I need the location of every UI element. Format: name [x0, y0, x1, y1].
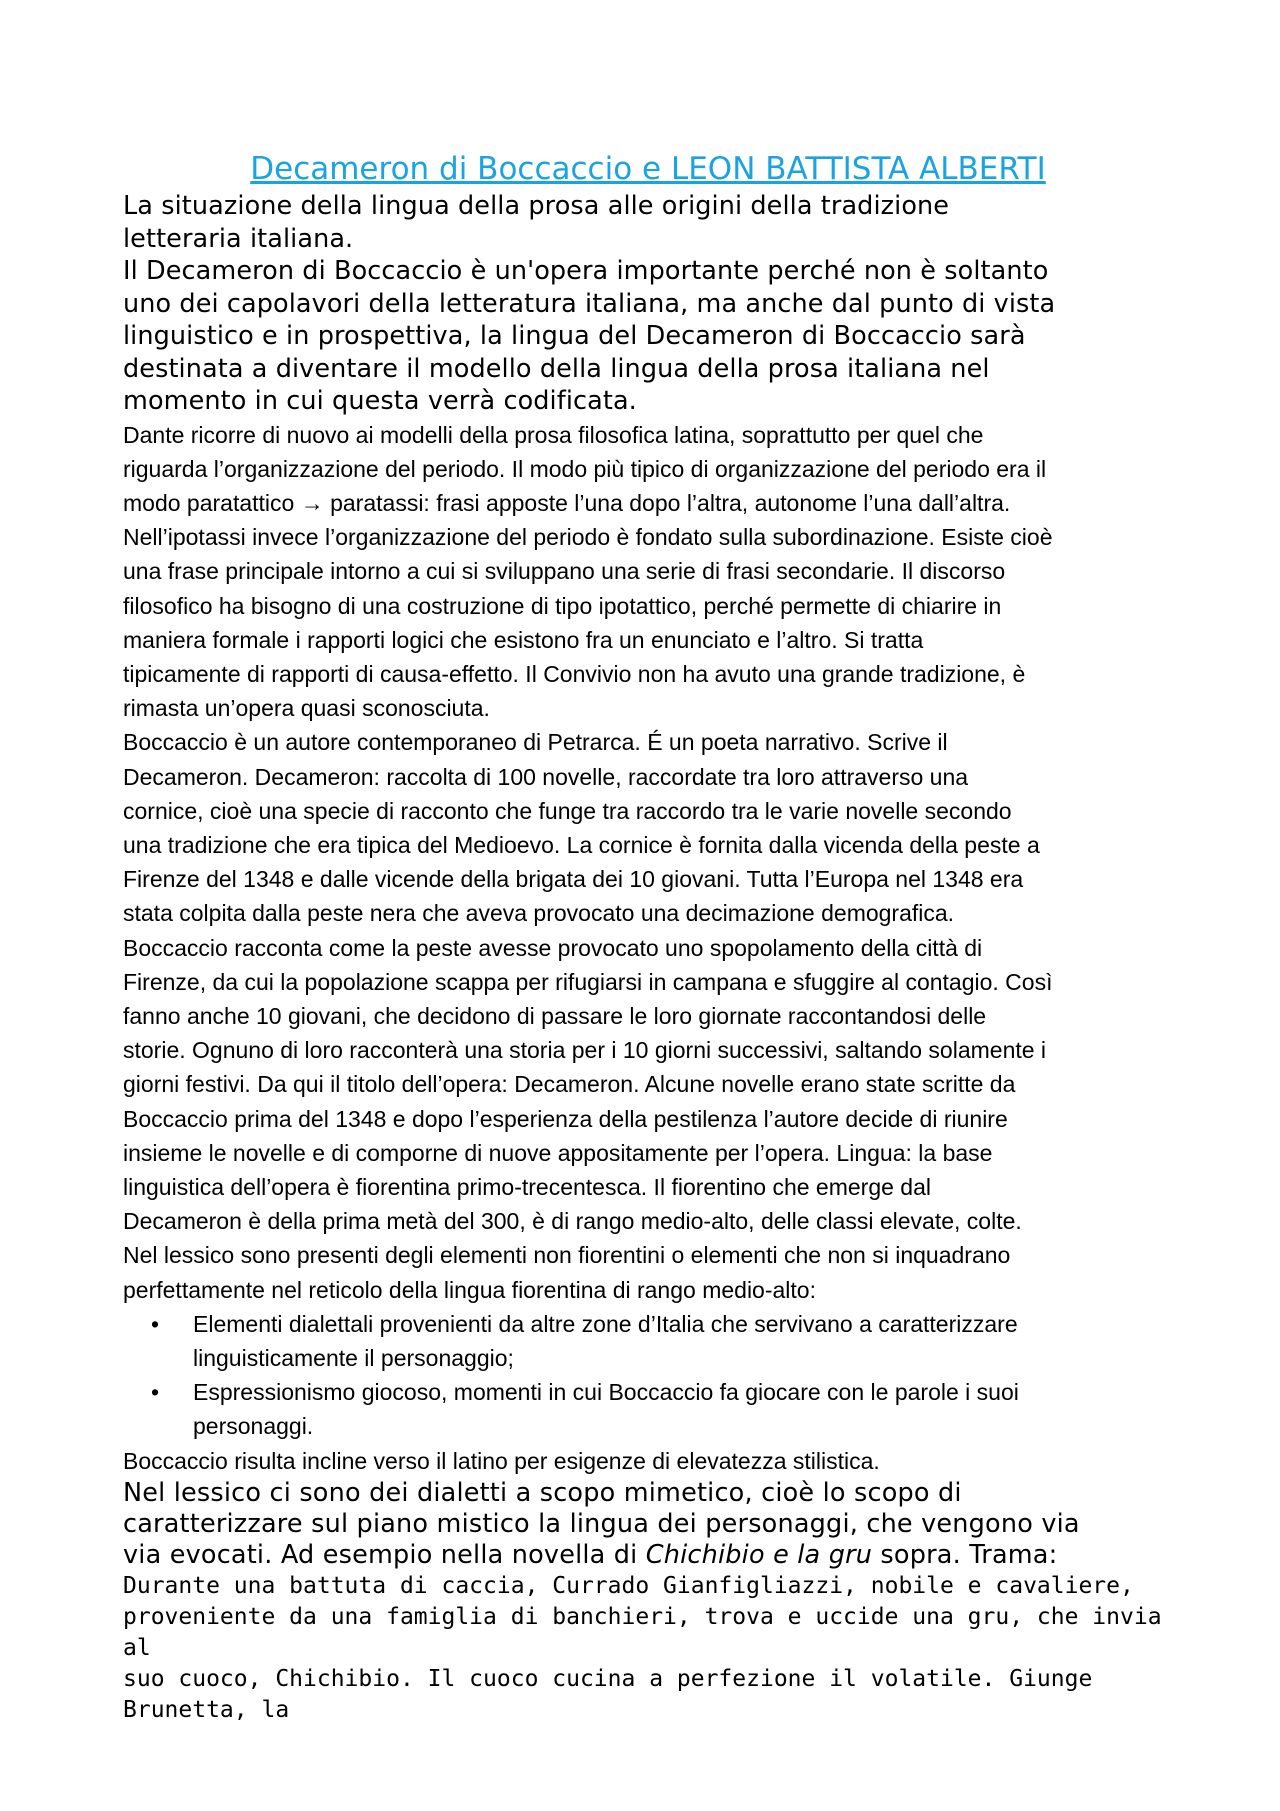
- bullet-list: [123, 1307, 1173, 1444]
- text-line: maniera formale i rapporti logici che esistono fra un enunciato e l’altro. Si tratta: [123, 626, 924, 653]
- text-line: Boccaccio è un autore contemporaneo di Petrarca. É un poeta narrativo. Scrive il: [123, 729, 948, 756]
- text-line: filosofico ha bisogno di una costruzione di tipo ipotattico, perché permette di chiarire in: [123, 592, 1002, 619]
- lessico-section: [123, 1478, 1173, 1571]
- text-line: Decameron. Decameron: raccolta di 100 novelle, raccordate tra loro attraverso una: [123, 763, 969, 790]
- document-title: Decameron di Boccaccio e LEON BATTISTA ALBERTI: [250, 151, 1046, 187]
- text-fragment: via evocati. Ad esempio nella novella di: [123, 1539, 646, 1570]
- bullet-icon: •: [151, 1310, 160, 1337]
- text-line: tipicamente di rapporti di causa-effetto. Il Convivio non ha avuto una grande tradizione, è: [123, 660, 1026, 687]
- text-line: una frase principale intorno a cui si sviluppano una serie di frasi secondarie. Il discorso: [123, 558, 1006, 585]
- bullet-line: Espressionismo giocoso, momenti in cui Boccaccio fa giocare con le parole i suoi: [193, 1379, 1019, 1406]
- text-line: rimasta un’opera quasi sconosciuta.: [123, 695, 490, 722]
- text-line: [123, 1540, 1173, 1571]
- trama-section: [123, 1571, 1173, 1726]
- intro-line: Il Decameron di Boccaccio è un'opera importante perché non è soltanto: [123, 256, 1049, 286]
- text-fragment: sopra. Trama:: [872, 1539, 1058, 1570]
- paragraph-boccaccio: [123, 725, 1173, 1306]
- intro-line: destinata a diventare il modello della lingua della prosa italiana nel: [123, 353, 990, 384]
- text-line: Firenze del 1348 e dalle vicende della brigata dei 10 giovani. Tutta l’Europa nel 1348 era: [123, 866, 1024, 893]
- text-line: caratterizzare sul piano mistico la lingua dei personaggi, che vengono via: [123, 1508, 1080, 1539]
- text-line: una tradizione che era tipica del Medioevo. La cornice è fornita dalla vicenda della peste a: [123, 831, 1040, 858]
- intro-line: uno dei capolavori della letteratura italiana, ma anche dal punto di vista: [123, 288, 1056, 319]
- text-line: Boccaccio racconta come la peste avesse provocato uno spopolamento della città di: [123, 934, 983, 961]
- text-line: Boccaccio prima del 1348 e dopo l’esperienza della pestilenza l’autore decide di riunire: [123, 1105, 1008, 1132]
- text-line: suo cuoco, Chichibio. Il cuoco cucina a perfezione il volatile. Giunge Brunetta, la: [123, 1665, 1093, 1723]
- novella-title: Chichibio e la gru: [645, 1539, 873, 1570]
- text-line: Nell’ipotassi invece l’organizzazione del periodo è fondato sulla subordinazione. Esiste cioè: [123, 524, 1053, 551]
- text-line: proveniente da una famiglia di banchieri, trova e uccide una gru, che invia al: [123, 1603, 1162, 1661]
- intro-line: momento in cui questa verrà codificata.: [123, 386, 637, 416]
- bullet-line: Elementi dialettali provenienti da altre zone d’Italia che servivano a caratterizzare: [193, 1310, 1018, 1337]
- latin-line: Boccaccio risulta incline verso il latino per esigenze di elevatezza stilistica.: [123, 1447, 880, 1474]
- intro-line: letteraria italiana.: [123, 223, 354, 254]
- text-line: giorni festivi. Da qui il titolo dell’opera: Decameron. Alcune novelle erano state scritte da: [123, 1071, 1016, 1098]
- text-line: riguarda l’organizzazione del periodo. Il modo più tipico di organizzazione del periodo era il: [123, 455, 1047, 482]
- text-line: insieme le novelle e di comporne di nuove appositamente per l’opera. Lingua: la base: [123, 1139, 993, 1166]
- text-line: Firenze, da cui la popolazione scappa per rifugiarsi in campana e sfuggire al contagio. Così: [123, 968, 1053, 995]
- text-line: stata colpita dalla peste nera che aveva provocato una decimazione demografica.: [123, 900, 955, 927]
- bullet-icon: •: [151, 1379, 160, 1406]
- bullet-line: personaggi.: [193, 1413, 314, 1440]
- text-line: Nel lessico ci sono dei dialetti a scopo mimetico, cioè lo scopo di: [123, 1477, 962, 1508]
- intro-section: [123, 190, 1173, 418]
- text-line: Dante ricorre di nuovo ai modelli della prosa filosofica latina, soprattutto per quel che: [123, 421, 984, 448]
- bullet-item: [123, 1375, 1173, 1443]
- paragraph-dante: [123, 418, 1173, 726]
- text-line: storie. Ognuno di loro racconterà una storia per i 10 giorni successivi, saltando solamente i: [123, 1037, 1047, 1064]
- document-page: [123, 150, 1173, 1726]
- bullet-line: linguisticamente il personaggio;: [193, 1344, 514, 1371]
- text-line: Nel lessico sono presenti degli elementi non fiorentini o elementi che non si inquadrano: [123, 1242, 1011, 1269]
- intro-line: linguistico e in prospettiva, la lingua del Decameron di Boccaccio sarà: [123, 321, 1026, 351]
- intro-line: La situazione della lingua della prosa alle origini della tradizione: [123, 191, 950, 221]
- text-line: Durante una battuta di caccia, Currado Gianfigliazzi, nobile e cavaliere,: [123, 1572, 1134, 1599]
- text-line: modo paratattico → paratassi: frasi apposte l’una dopo l’altra, autonome l’una dall’altra.: [123, 489, 1011, 516]
- text-line: Decameron è della prima metà del 300, è di rango medio-alto, delle classi elevate, colte.: [123, 1208, 1022, 1235]
- text-line: fanno anche 10 giovani, che decidono di passare le loro giornate raccontandosi delle: [123, 1002, 987, 1029]
- text-line: cornice, cioè una specie di racconto che funge tra raccordo tra le varie novelle secondo: [123, 797, 1012, 824]
- text-line: linguistica dell’opera è fiorentina primo-trecentesca. Il fiorentino che emerge dal: [123, 1173, 931, 1200]
- bullet-item: [123, 1307, 1173, 1375]
- text-line: perfettamente nel reticolo della lingua fiorentina di rango medio-alto:: [123, 1276, 816, 1303]
